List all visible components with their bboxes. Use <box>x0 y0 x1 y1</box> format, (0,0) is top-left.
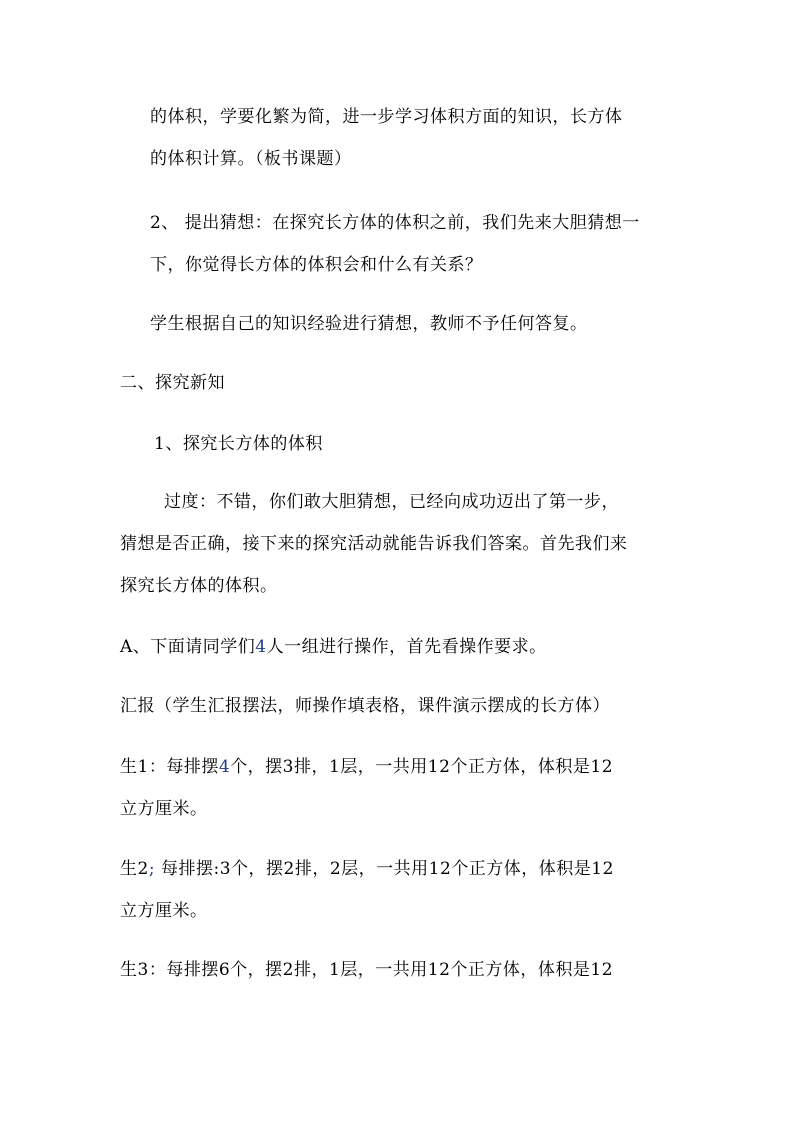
paragraph-line: 学生根据自己的知识经验进行猜想，教师不予任何答复。 <box>150 314 588 334</box>
text-run-number: 4 <box>255 637 267 657</box>
paragraph-line <box>120 635 547 659</box>
text-run: 每排摆:3个，摆2排，2层，一共用12个正方体，体积是12 <box>155 859 614 879</box>
text-run-number: 4 <box>218 757 231 777</box>
text-run-number: ; <box>148 859 156 879</box>
paragraph-line: 立方厘米。 <box>120 799 208 819</box>
paragraph-line: 下，你觉得长方体的体积会和什么有关系？ <box>150 255 483 275</box>
section-heading: 二、探究新知 <box>120 373 225 393</box>
paragraph-line: 的体积，学要化繁为简，进一步学习体积方面的知识，长方体 <box>150 107 623 127</box>
paragraph-line: 生3：每排摆6个，摆2排，1层，一共用12个正方体，体积是12 <box>120 960 614 980</box>
paragraph-line: 过度：不错，你们敢大胆猜想，已经向成功迈出了第一步， <box>164 492 619 512</box>
text-run: A、下面请同学们 <box>120 637 256 657</box>
subsection-heading: 1、探究长方体的体积 <box>154 434 323 454</box>
paragraph-line: 汇报（学生汇报摆法，师操作填表格，课件演示摆成的长方体） <box>120 696 610 716</box>
text-run: 生2 <box>120 859 149 879</box>
paragraph-line <box>120 857 614 881</box>
paragraph-line <box>120 755 613 779</box>
paragraph-line: 2、 提出猜想：在探究长方体的体积之前，我们先来大胆猜想一 <box>150 213 640 233</box>
paragraph-line: 猜想是否正确，接下来的探究活动就能告诉我们答案。首先我们来 <box>120 534 628 554</box>
paragraph-line: 探究长方体的体积。 <box>120 576 278 596</box>
text-run: 个，摆3排，1层，一共用12个正方体，体积是12 <box>230 757 614 777</box>
paragraph-line: 的体积计算。（板书课题） <box>150 149 352 169</box>
text-run: 人一组进行操作，首先看操作要求。 <box>266 637 547 657</box>
text-run: 生1：每排摆 <box>120 757 219 777</box>
paragraph-line: 立方厘米。 <box>120 901 208 921</box>
